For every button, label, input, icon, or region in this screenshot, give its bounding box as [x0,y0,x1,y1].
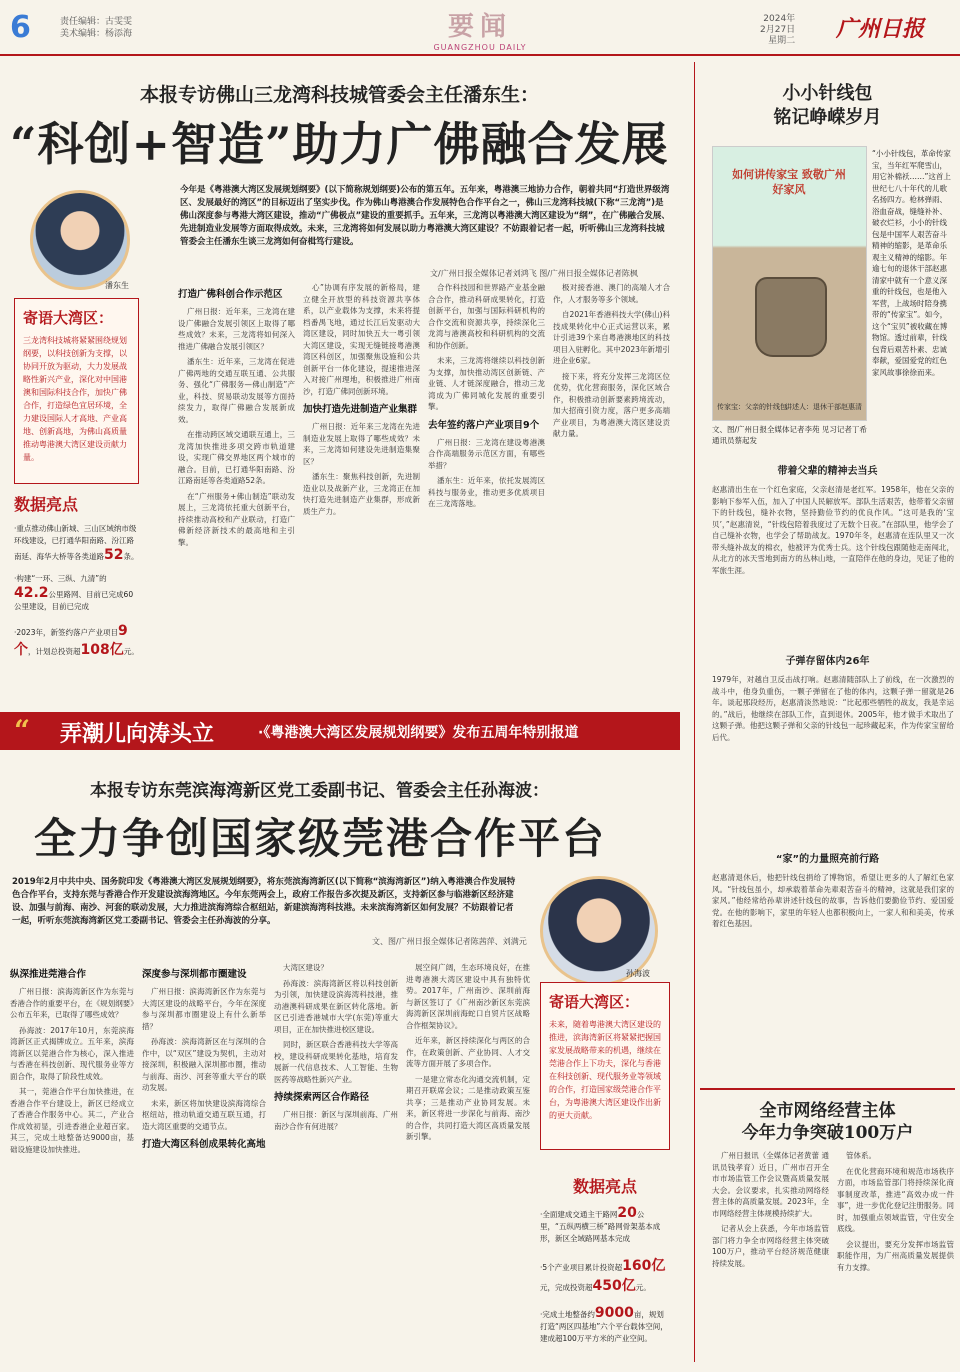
paragraph: 合作科技园和世界路产业基金融合合作，推动科研成果转化，打造创新平台，加强与国际科研机构的合作交流和资源共享，持续深化三龙湾与港澳高校和科研机构的交流和协作创新。 [428,283,545,350]
paragraph: 孙海波：滨海湾新区将以科技创新为引领，加快建设滨海湾科技港，推动港澳科研成果在新区转化落地。新区已引进香港城市大学(东莞)等重大项目，正在加快推进校区建设。 [274,978,398,1034]
side-subheading: 带着父辈的精神去当兵 [777,466,878,477]
paragraph: 孙海波：2017年10月，东莞滨海湾新区正式揭牌成立。五年来，滨海湾新区以莞港合作为核心，深入推进与香港在科技创新、现代服务业等方面合作，取得了阶段性成效。 [10,1025,134,1081]
photo-caption: 传家宝：父亲的针线包 [717,403,787,411]
message-body: 三龙湾科技城将紧紧围绕规划纲要，以科技创新为支撑，以协同开放为驱动，大力发展战略性新兴产业，深化对中国港澳和国际科技合作，加快广佛合作，打造绿色宜居环境，全力建设国际人才高地、产业高地、创新高地，为佛山高质量推动粤港澳大湾区建设贡献力量。 [23,336,127,462]
subheading: 深度参与深圳都市圈建设 [142,969,247,980]
paragraph: 一是建立常态化沟通交流机制，定期召开联席会议；二是推动政策互鉴共享；三是推动产业协同发展。未来，新区将进一步深化与前海、南沙的合作，共同打造大湾区高质量发展新引擎。 [406,1074,530,1141]
paragraph: 广州日报：近年来三龙湾在先进制造业发展上取得了哪些成效？未来，三龙湾如何建设先进制造集聚区？ [303,422,420,466]
paragraph: 在优化营商环境和规范市场秩序方面，市场监管部门将持续深化商事制度改革，推进“高效办成一件事”，进一步优化登记注册服务。同时，加强重点领域监管，守住安全底线。 [837,1166,954,1233]
paragraph: 孙海波：滨海湾新区在与深圳的合作中，以“双区”建设为契机，主动对接深圳，积极融入深圳都市圈，推动与前海、南沙、河套等重大平台的联动发展。 [142,1037,266,1092]
side-headline-line: 小小针线包 [782,83,873,104]
paragraph: 大湾区建设？ [283,963,328,972]
subheading: 加快打造先进制造产业集群 [303,404,418,415]
date-weekday: 星期二 [768,36,796,46]
photo-caption: 讲述人：退休干部赵惠清 [785,403,862,411]
article-column [428,282,545,702]
paragraph: 潘东生：近年来，依托发展湾区科技与服务业，推动更多优质项目在三龙湾落地。 [428,476,545,508]
art-editor: 美术编辑：杨添海 [60,29,133,39]
story2-credit: 文、图/广州日报全媒体记者陈茜萍、刘满元 [372,937,527,946]
paragraph: 接下来，将充分发挥三龙湾区位优势，优化营商服务，深化区域合作，积极推动创新要素跨境流动，加大招商引资力度，落户更多高端产业项目，为粤港澳大湾区建设贡献力量。 [553,371,670,438]
paragraph: 潘东生：近年来，三龙湾在促进广佛两地的交通互联互通、公共服务、强化“广佛服务—佛山制造”产业，科技、贸易联动发展等方面持续发力，取得广佛融合发展新成效。 [178,357,295,424]
story1-headline: “科创+智造”助力广佛融合发展 [10,117,669,171]
message-body: 未来，随着粤港澳大湾区建设的推进，滨海湾新区将紧紧把握国家发展战略带来的机遇，继续在莞港合作上下功夫，深化与香港在科技创新、现代服务业等领域的合作，打造国家级莞港合作平台，为粤港澳大湾区建设作出新的更大贡献。 [549,1020,661,1120]
data-point: ·构建“一环、三纵、九清”的42.2公里路网、目前已完成60公里建设，目前已完成 [14,574,134,611]
paragraph: 广州日报：近年来，三龙湾在建设广佛融合发展引领区上取得了哪些成效？未来，三龙湾将如何深入推进广佛融合发展引领区？ [178,307,295,351]
page-header [0,0,960,56]
side-intro: “小小针线包，革命传家宝，当年红军爬雪山，用它补棉袄……”这首上世纪七八十年代的儿歌名扬四方。枪林弹雨、浴血奋战，缝缝补补、破衣烂衫，小小的针线包是中国军人艰苦奋斗精神的缩影，是革命乐观主义精神的缩影。年逾七旬的退休干部赵惠清家中就有一个意义深重的针线包，也是他入军营，上战场时陪身携带的“传家宝”。如今，这个“宝贝”被收藏在博物馆。透过前辈，针线包背后艰苦朴素、忠诚奉献，爱国爱党的红色家风故事徐徐而来。 [872,149,951,377]
story1-portrait [30,190,130,290]
article-column [712,1150,829,1364]
side-section-text [712,872,954,1068]
paragraph: 在“广州服务+佛山制造”联动发展上，三龙湾依托重大创新平台，持续推动高校和产业联动，打造广佛新经济新技术的最高地和主引擎。 [178,491,295,547]
banner-mark: “ [14,714,31,747]
issue-date [760,14,795,47]
message-label: 寄语大湾区： [23,309,114,327]
paragraph: 广州日报：滨海湾新区作为东莞与香港合作的重要平台，在《规划纲要》公布五年来，已取得了哪些成效？ [10,987,134,1019]
paragraph: 赵惠清出生在一个红色家庭，父亲赵清是老红军。1958年，他在父亲的影响下参军入伍，加入了中国人民解放军。部队生活艰苦，他带着父亲留下的针线包，缝补衣物，坚持勤俭节约的优良作风。“这可是我的‘宝贝’，”赵惠清说，“针线包陪着我度过了无数个日夜。”在部队里，他学会了自己缝补衣物，也学会了帮助战友。1970年冬，赵惠清在连队里又一次带头缝补战友的棉衣，他被评为优秀士兵。这个针线包跟随他走南闯北，从北方的冰天雪地到南方的丛林山地，一直陪伴在他的身边，见证了他的军旅生涯。 [712,485,954,575]
story2-person-name: 孙海波 [626,969,650,978]
article-column [553,282,670,702]
story1-message-box [14,298,139,484]
paragraph: 未来，新区将加快建设滨海湾综合枢纽站，推动轨道交通互联互通，打造大湾区重要的交通节点。 [142,1098,266,1131]
paragraph: 管体系。 [846,1151,876,1160]
paragraph: 其一，莞港合作平台加快推进，在香港合作平台建设上，新区已经成立了香港合作服务中心。其二，产业合作成效初显，引进香港企业超百家。其三，完成土地整备达9000亩，基础设施建设加快推进。 [10,1087,134,1154]
data-point: ·全面建成交通主干路网20公里，“五纵两横三桥”路网骨架基本成形，新区全域路网基本完成 [540,1205,661,1243]
special-report-banner [0,712,680,750]
banner-title: 弄潮儿向涛头立 [60,721,215,747]
side-section-text [712,674,954,842]
paragraph: 在推动跨区域交通联互通上，三龙湾加快推进多项交跨市轨道建设，实现广佛交界地区两个城市的融合。目前，已打通华阳南路、汾江路南延等各类道路52条。 [178,430,295,485]
banner-subtitle: ·《粤港澳大湾区发展规划纲要》发布五周年特别报道 [258,725,579,741]
story3-headline [700,1100,955,1144]
paragraph: 广州日报：新区与深圳前海、广州南沙合作有何进展？ [274,1110,398,1131]
section-subtitle: GUANGZHOU DAILY [433,43,527,52]
article-column [837,1150,954,1364]
paragraph: 未来，三龙湾将继续以科技创新为支撑，加快推动湾区创新链、产业链、人才链深度融合，推动三龙湾成为广佛同城化发展的重要引擎。 [428,356,545,411]
story2-headline: 全力争创国家级莞港合作平台 [34,814,607,863]
data-point: ·2023年，新签约落户产业项目9个，计划总投资超108亿元。 [14,623,139,658]
data-label: 数据亮点 [14,495,79,514]
article-column [274,962,398,1364]
paragraph: 赵惠清退休后，他把针线包捐给了博物馆，希望让更多的人了解红色家风。“针线包虽小，却承载着革命先辈艰苦奋斗的精神，这就是我们家的家风。”他经常给孙辈讲述针线包的故事，告诉他们要勤俭节约、爱国爱党。在他的影响下，家里的年轻人也都积极向上，一家人和和美美，传承着红色基因。 [712,873,954,928]
paragraph: 1979年，对越自卫反击战打响。赵惠清随部队上了前线，在一次激烈的战斗中，他身负重伤，一颗子弹留在了他的体内，这颗子弹一留就是26年。谈起那段经历，赵惠清淡然地说：“比起那些牺牲的战友，我是幸运的。”战后，他继续在部队工作，直到退休。2005年，他才做手术取出了这颗子弹。他把这颗子弹和父亲的针线包一起珍藏起来，作为传家宝留给后代。 [712,675,954,742]
date-year: 2024年 [763,14,796,24]
article-column [178,282,295,702]
story1-lead: 今年是《粤港澳大湾区发展规划纲要》(以下简称规划纲要)公布的第五年。五年来，粤港澳三地协力合作，朝着共同“打造世界级湾区、发展最好的湾区”的目标迈出了坚实步伐。作为佛山粤港澳合作发展特色合作平台之一，佛山三龙湾科技城(下称“三龙湾”)是佛山深度参与粤港大湾区建设，推动“广佛极点”建设的重要抓手。五年来，三龙湾以粤港澳大湾区建设为“纲”，在广佛融合发展、先进制造业发展等方面取得成效。未来，三龙湾将如何发展以助力粤港澳大湾区建设？不妨跟着记者一起，听听佛山三龙湾科技城管委会主任潘东生谈三龙湾如何奋楫笃行建设。 [180,185,670,247]
column-divider [694,62,695,1362]
paragraph: 同时，新区联合香港科技大学等高校，建设科研成果转化基地，培育发展新一代信息技术、人工智能、生物医药等战略性新兴产业。 [274,1040,398,1084]
side-headline [700,82,955,130]
section-title: 要闻 [447,12,512,42]
side-photo [712,146,867,421]
story1-kicker: 本报专访佛山三龙湾科技城管委会主任潘东生： [140,84,540,106]
story3-headline-line: 今年力争突破100万户 [741,1123,914,1143]
paragraph: 近年来，新区持续深化与两区的合作，在政策创新、产业协同、人才交流等方面开展了多项合作。 [406,1036,530,1068]
section-divider [700,1088,955,1090]
paragraph: 广州日报：三龙湾在建设粤港澳合作高端服务示范区方面，有哪些举措？ [428,437,545,470]
article-column [10,962,134,1364]
page-number: 6 [10,10,31,45]
editor: 责任编辑：古雯雯 [60,17,133,27]
story3-headline-line: 全市网络经营主体 [759,1101,896,1121]
data-point: ·5个产业项目累计投资超160亿元，完成投资超450亿元。 [540,1258,666,1294]
article-column [406,962,530,1364]
story2-data-highlights [540,1174,670,1355]
date-day: 2月27日 [760,25,796,35]
story1-person-name: 潘东生 [105,281,129,290]
article-column [303,282,420,702]
story1-body [178,282,670,702]
story2-body [10,962,530,1364]
subheading: 打造大湾区科创成果转化高地 [142,1139,266,1150]
story2-lead: 2019年2月中共中央、国务院印发《粤港澳大湾区发展规划纲要》，将东莞滨海湾新区(以下简称“滨海湾新区”)纳入粤港澳合作发展特色合作平台，支持东莞与香港合作开发建设滨海湾地区。今年东莞两会上，政府工作报告多次提及新区，支持新区参与临港新区经济建设、加强与前海、南沙、河套的联动发展，大力推进滨海湾综合枢纽站，新建滨海湾科技港。未来滨海湾新区如何发展？不妨跟着记者一起，听听东莞滨海湾新区党工委副书记、管委会主任孙海波的分享。 [12,877,516,926]
data-point: ·完成土地整备约9000亩，规划打造“两区四基地”六个平台载体空间，建成超100万平方米的产业空间。 [540,1305,668,1343]
paragraph: 记者从会上获悉，今年市场监管部门将力争全市网络经营主体突破100万户，推动平台经济规范健康持续发展。 [712,1224,829,1268]
side-subheading: 子弹存留体内26年 [785,656,870,667]
editor-credits [60,16,132,40]
story2-kicker: 本报专访东莞滨海湾新区党工委副书记、管委会主任孙海波： [90,781,549,801]
paragraph: 会议提出，要充分发挥市场监管职能作用，为广州高质量发展提供有力支撑。 [837,1239,954,1272]
side-section-text [712,484,954,644]
side-credit: 文、图/广州日报全媒体记者李苑 见习记者丁希 通讯员蔡起发 [712,425,867,445]
paragraph: 广州日报：滨海湾新区作为东莞与大湾区建设的战略平台，今年在深度参与深圳都市圈建设上有什么新举措？ [142,987,266,1031]
sewing-kit-image [755,277,827,357]
section-title-block [420,6,540,52]
story3-body [712,1150,954,1364]
data-point: ·重点推动佛山新城、三山区域纳市级环线建设，已打通华阳南路、汾江路南延、海华大桥等各类道路52条。 [14,524,139,563]
paragraph: 广州日报讯（全媒体记者黄蕾 通讯员钱孝育）近日，广州市召开全市市场监管工作会议暨高质量发展大会。会议要求，扎实推动网络经营主体的高质量发展。2023年，全市网络经营主体规模持续扩大。 [712,1151,829,1218]
side-subheading: “家”的力量照亮前行路 [775,854,880,865]
message-label: 寄语大湾区： [549,993,640,1011]
paragraph: 心”协调有序发展的新格局，建立健全开放型的科技资源共享体系，以产业载体为支撑，未来将提档番禺飞地，通过长江后发驱动大湾区建设，同时加快五大一粤引领大湾区建设，实现无缝链接粤港澳湾区科创区，加强聚焦设施和公共创新平台一体化建设，提速推进深入对接广州理地，积极推进广州南沙，打造广佛同创新环境。 [303,283,420,396]
paragraph: 潘东生：聚焦科技创新，先进制造业以及战新产业，三龙湾正在加快打造先进制造产业集群，形成新质生产力。 [303,472,420,516]
story1-credit: 文/广州日报全媒体记者刘鸿飞 图/广州日报全媒体记者陈枫 [430,269,638,278]
subheading: 去年签约落户产业项目9个 [428,419,540,431]
paragraph: 自2021年香港科技大学(佛山)科技成果转化中心正式运营以来，累计引进39个来自粤港澳地区的科技项目入驻孵化。其中2023年新增引进企业6家。 [553,310,670,365]
newspaper-logo: 广州日报 [836,16,925,42]
side-headline-line: 铭记峥嵘岁月 [773,107,882,128]
story1-data-highlights [14,492,139,669]
subheading: 持续探索两区合作路径 [274,1092,370,1103]
photo-banner: 如何讲传家宝 致敬广州好家风 [732,168,846,196]
data-label: 数据亮点 [572,1177,637,1196]
story2-message-box [540,982,670,1150]
subheading: 纵深推进莞港合作 [10,969,87,980]
paragraph: 展空间广阔，生态环境良好，在推进粤港澳大湾区建设中具有独特优势。2017年，广州南沙、深圳前海与新区签订了《广州南沙新区东莞滨海湾新区深圳前海蛇口自贸片区战略合作框架协议》。 [406,963,530,1030]
subheading: 打造广佛科创合作示范区 [178,289,283,300]
article-column [142,962,266,1364]
paragraph: 极对接香港、澳门的高端人才合作，人才服务等多个领域。 [553,283,670,304]
